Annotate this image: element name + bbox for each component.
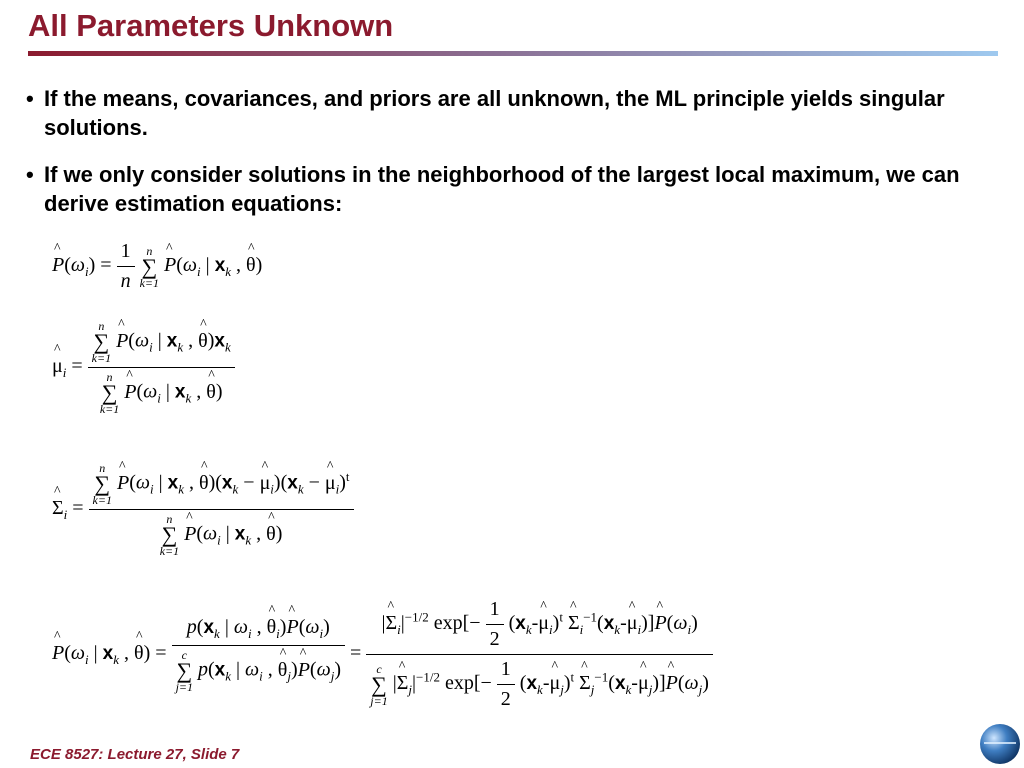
equation-posterior: ^ $P(\omega_i$ | $x_k$ , ^ θ) = $p(x_k$ | $\omega_i$ , ^ $\theta_i)\^{}$ $P(\omega_i)$ c ∑ j=1 $p(x_k$ | $\omega_i$ , ^ $\theta_j)\^{}$ $P(\omega_j)$ = |^ $\Sigma_i|^{-1/2}$ exp[− $\frac{1}{2}$ ($x_k-\^{}$ $\mu_i)^t$ ^ $\Sigma_i^{-1}(x_k-\^{}$ $\mu_i)]\^{}$ $P(\omega_i)$ c ∑ j=1 |^ $\Sigma_j|^{-1/2}$ exp[− $\frac{1}{2}$ ($x_k-\^{}$ $\mu_j)^t$ ^ $\Sigma_j^{-1}(x_k-\^{}$ $\mu_j)]\^{}$ $P(\omega_j)$ [52,598,713,711]
slide-title: All Parameters Unknown [28,8,394,43]
title-underline [28,51,998,56]
globe-icon [980,724,1020,764]
equation-prior: ^ $P(\omega_i)$ = $\frac{1}{n}$ n ∑ k=1 ^ $P(\omega_i$ | $x_k$ , ^ θ) [52,240,262,293]
bullet-list [26,84,1006,236]
slide-footer: ECE 8527: Lecture 27, Slide 7 [30,746,240,763]
equation-covariance: ^ $\Sigma_i$ = n ∑ k=1 ^ $P(\omega_i$ | $x_k$ , ^ $\theta)(x_k$ − ^ $\mu_i)(x_k$ − ^ $\mu_i)^t$ n ∑ k=1 ^ $P(\omega_i$ | $x_k$ , ^ θ) [52,462,354,557]
bullet-item: • If the means, covariances, and priors are all unknown, the ML principle yields singular solutions. [26,84,1006,142]
bullet-item: • If we only consider solutions in the neighborhood of the largest local maximum, we can derive estimation equations: [26,160,1006,218]
equation-mean: ^ $\mu_i$ = n ∑ k=1 ^ $P(\omega_i$ | $x_k$ , ^ $\theta)x_k$ n ∑ k=1 ^ $P(\omega_i$ | $x_k$ , ^ θ) [52,320,235,415]
